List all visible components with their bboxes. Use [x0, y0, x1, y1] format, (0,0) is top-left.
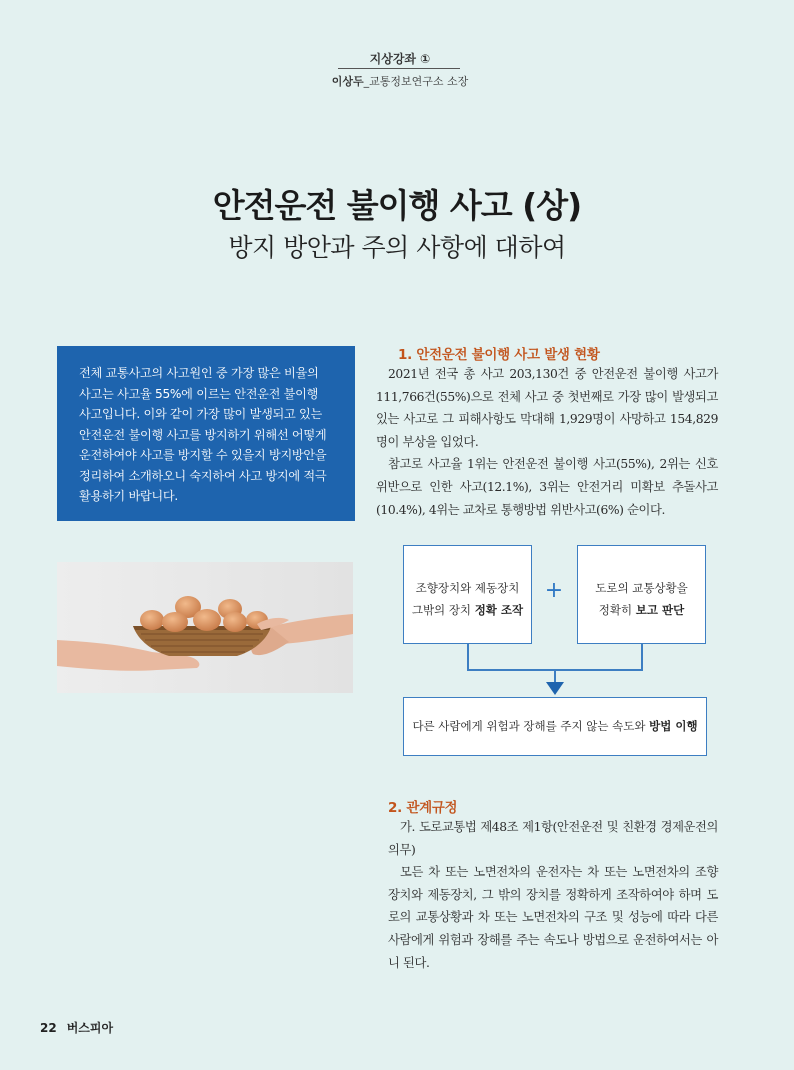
diagram-box-judge: [577, 545, 706, 644]
diagram-result-emphasis: 방법 이행: [649, 719, 698, 733]
page-subtitle: 방지 방안과 주의 사항에 대하여: [228, 233, 566, 262]
diagram-box-judge-line1: 도로의 교통상황을: [595, 581, 688, 595]
summary-line: 활용하기 바랍니다.: [79, 489, 178, 503]
diagram-connector-left: [467, 644, 469, 670]
arrow-down-icon: [546, 682, 564, 695]
author-title: _교통정보연구소 소장: [363, 75, 469, 88]
diagram-box-result: [403, 697, 707, 756]
page-number: 22: [40, 1021, 57, 1035]
section2-paragraph: 모든 차 또는 노면전차의 운전자는 차 또는 노면전차의 조향 장치와 제동장치, 그 밖의 장치를 정확하게 조작하여야 하며 도로의 교통상황과 차 또는 노면전차의 구조 및 성능에 따라 다른 사람에게 위험과 장해를 주는 속도나 방법으로 운전하여서는 아니 된다.: [388, 865, 718, 970]
magazine-name: 버스피아: [66, 1021, 114, 1035]
header-divider: [338, 68, 460, 69]
diagram-box-operate-line1: 조향장치와 제동장치: [415, 581, 520, 595]
author-byline: [300, 73, 500, 89]
page-title: 안전운전 불이행 사고 (상): [212, 186, 582, 225]
diagram-result-text: 다른 사람에게 위험과 장해를 주지 않는 속도와: [412, 719, 650, 733]
summary-box: [57, 346, 355, 521]
section2-heading: 2. 관계규정: [388, 800, 458, 816]
summary-text: [79, 363, 333, 507]
series-label: 지상강좌 ①: [369, 52, 431, 66]
summary-line: 안전운전 불이행 사고를 방지하기 위해선 어떻게: [79, 427, 327, 442]
plus-icon: +: [544, 578, 564, 603]
diagram-box-judge-line2: 정확히: [598, 603, 636, 617]
page-footer: [40, 1019, 113, 1036]
diagram-box-operate: [403, 545, 532, 644]
diagram-box-operate-line2: 그밖의 장치: [411, 603, 475, 617]
summary-line: 사고입니다. 이와 같이 가장 많이 발생되고 있는: [79, 407, 323, 421]
eggs-basket-illustration: [57, 562, 353, 693]
summary-line: 사고는 사고율 55%에 이르는 안전운전 불이행: [79, 386, 319, 401]
diagram-box-operate-emphasis: 정확 조작: [474, 603, 524, 617]
section2-body: [388, 816, 718, 974]
eggs-basket-photo: [57, 562, 353, 693]
section1-body: [376, 363, 718, 521]
section2-paragraph: 가. 도로교통법 제48조 제1항(안전운전 및 친환경 경제운전의 의무): [388, 820, 718, 857]
summary-line: 정리하여 소개하오니 숙지하여 사고 방지에 적극: [79, 468, 327, 483]
diagram-connector-right: [641, 644, 643, 670]
section1-heading: 1. 안전운전 불이행 사고 발생 현황: [398, 347, 600, 363]
diagram-connector-down: [554, 669, 556, 682]
diagram-box-judge-emphasis: 보고 판단: [635, 603, 685, 617]
author-name: 이상두: [331, 75, 364, 88]
summary-line: 운전하여야 사고를 방지할 수 있을지 방지방안을: [79, 448, 327, 462]
summary-line: 전체 교통사고의 사고원인 중 가장 많은 비율의: [79, 366, 319, 380]
section1-paragraph: 참고로 사고율 1위는 안전운전 불이행 사고(55%), 2위는 신호위반으로 인한 사고(12.1%), 3위는 안전거리 미확보 추돌사고(10.4%), 4위는 교차로 통행방법 위반사고(6%) 순이다.: [376, 457, 718, 517]
section1-paragraph: 2021년 전국 총 사고 203,130건 중 안전운전 불이행 사고가 111,766건(55%)으로 전체 사고 중 첫번째로 가장 많이 발생되고 있는 사고로 그 피해사항도 막대해 1,929명이 사망하고 154,829명이 부상을 입었다.: [376, 367, 718, 449]
